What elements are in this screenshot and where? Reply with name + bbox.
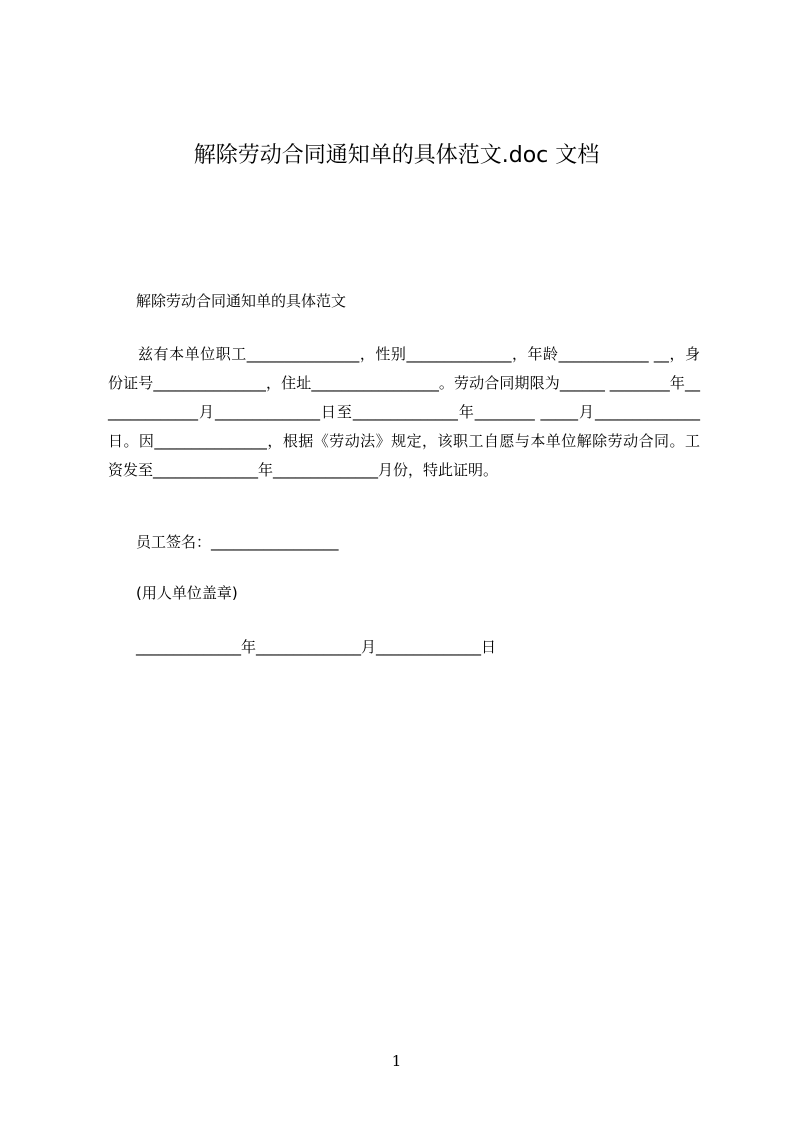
page-number: 1 [391, 1052, 402, 1070]
date-line: ______________年______________月______________日 [136, 638, 497, 656]
section-heading: 解除劳动合同通知单的具体范文 [136, 292, 347, 310]
paragraph-text: 兹有本单位职工_______________，性别______________，年龄____________ __，身份证号_______________，住址_________________。劳动合同期限为______ ________年______________月______________日至______________年________ _____月______________日。因_______________，根据《劳动法》规定，该职工自愿与本单位解除劳动合同。工资发至______________年______________月份，特此证明。 [108, 345, 700, 479]
company-seal-line: (用人单位盖章) [136, 584, 238, 602]
document-title: 解除劳动合同通知单的具体范文.doc 文档 [193, 143, 600, 168]
employee-signature-line: 员工签名：_________________ [136, 533, 339, 551]
body-paragraph [108, 340, 700, 485]
